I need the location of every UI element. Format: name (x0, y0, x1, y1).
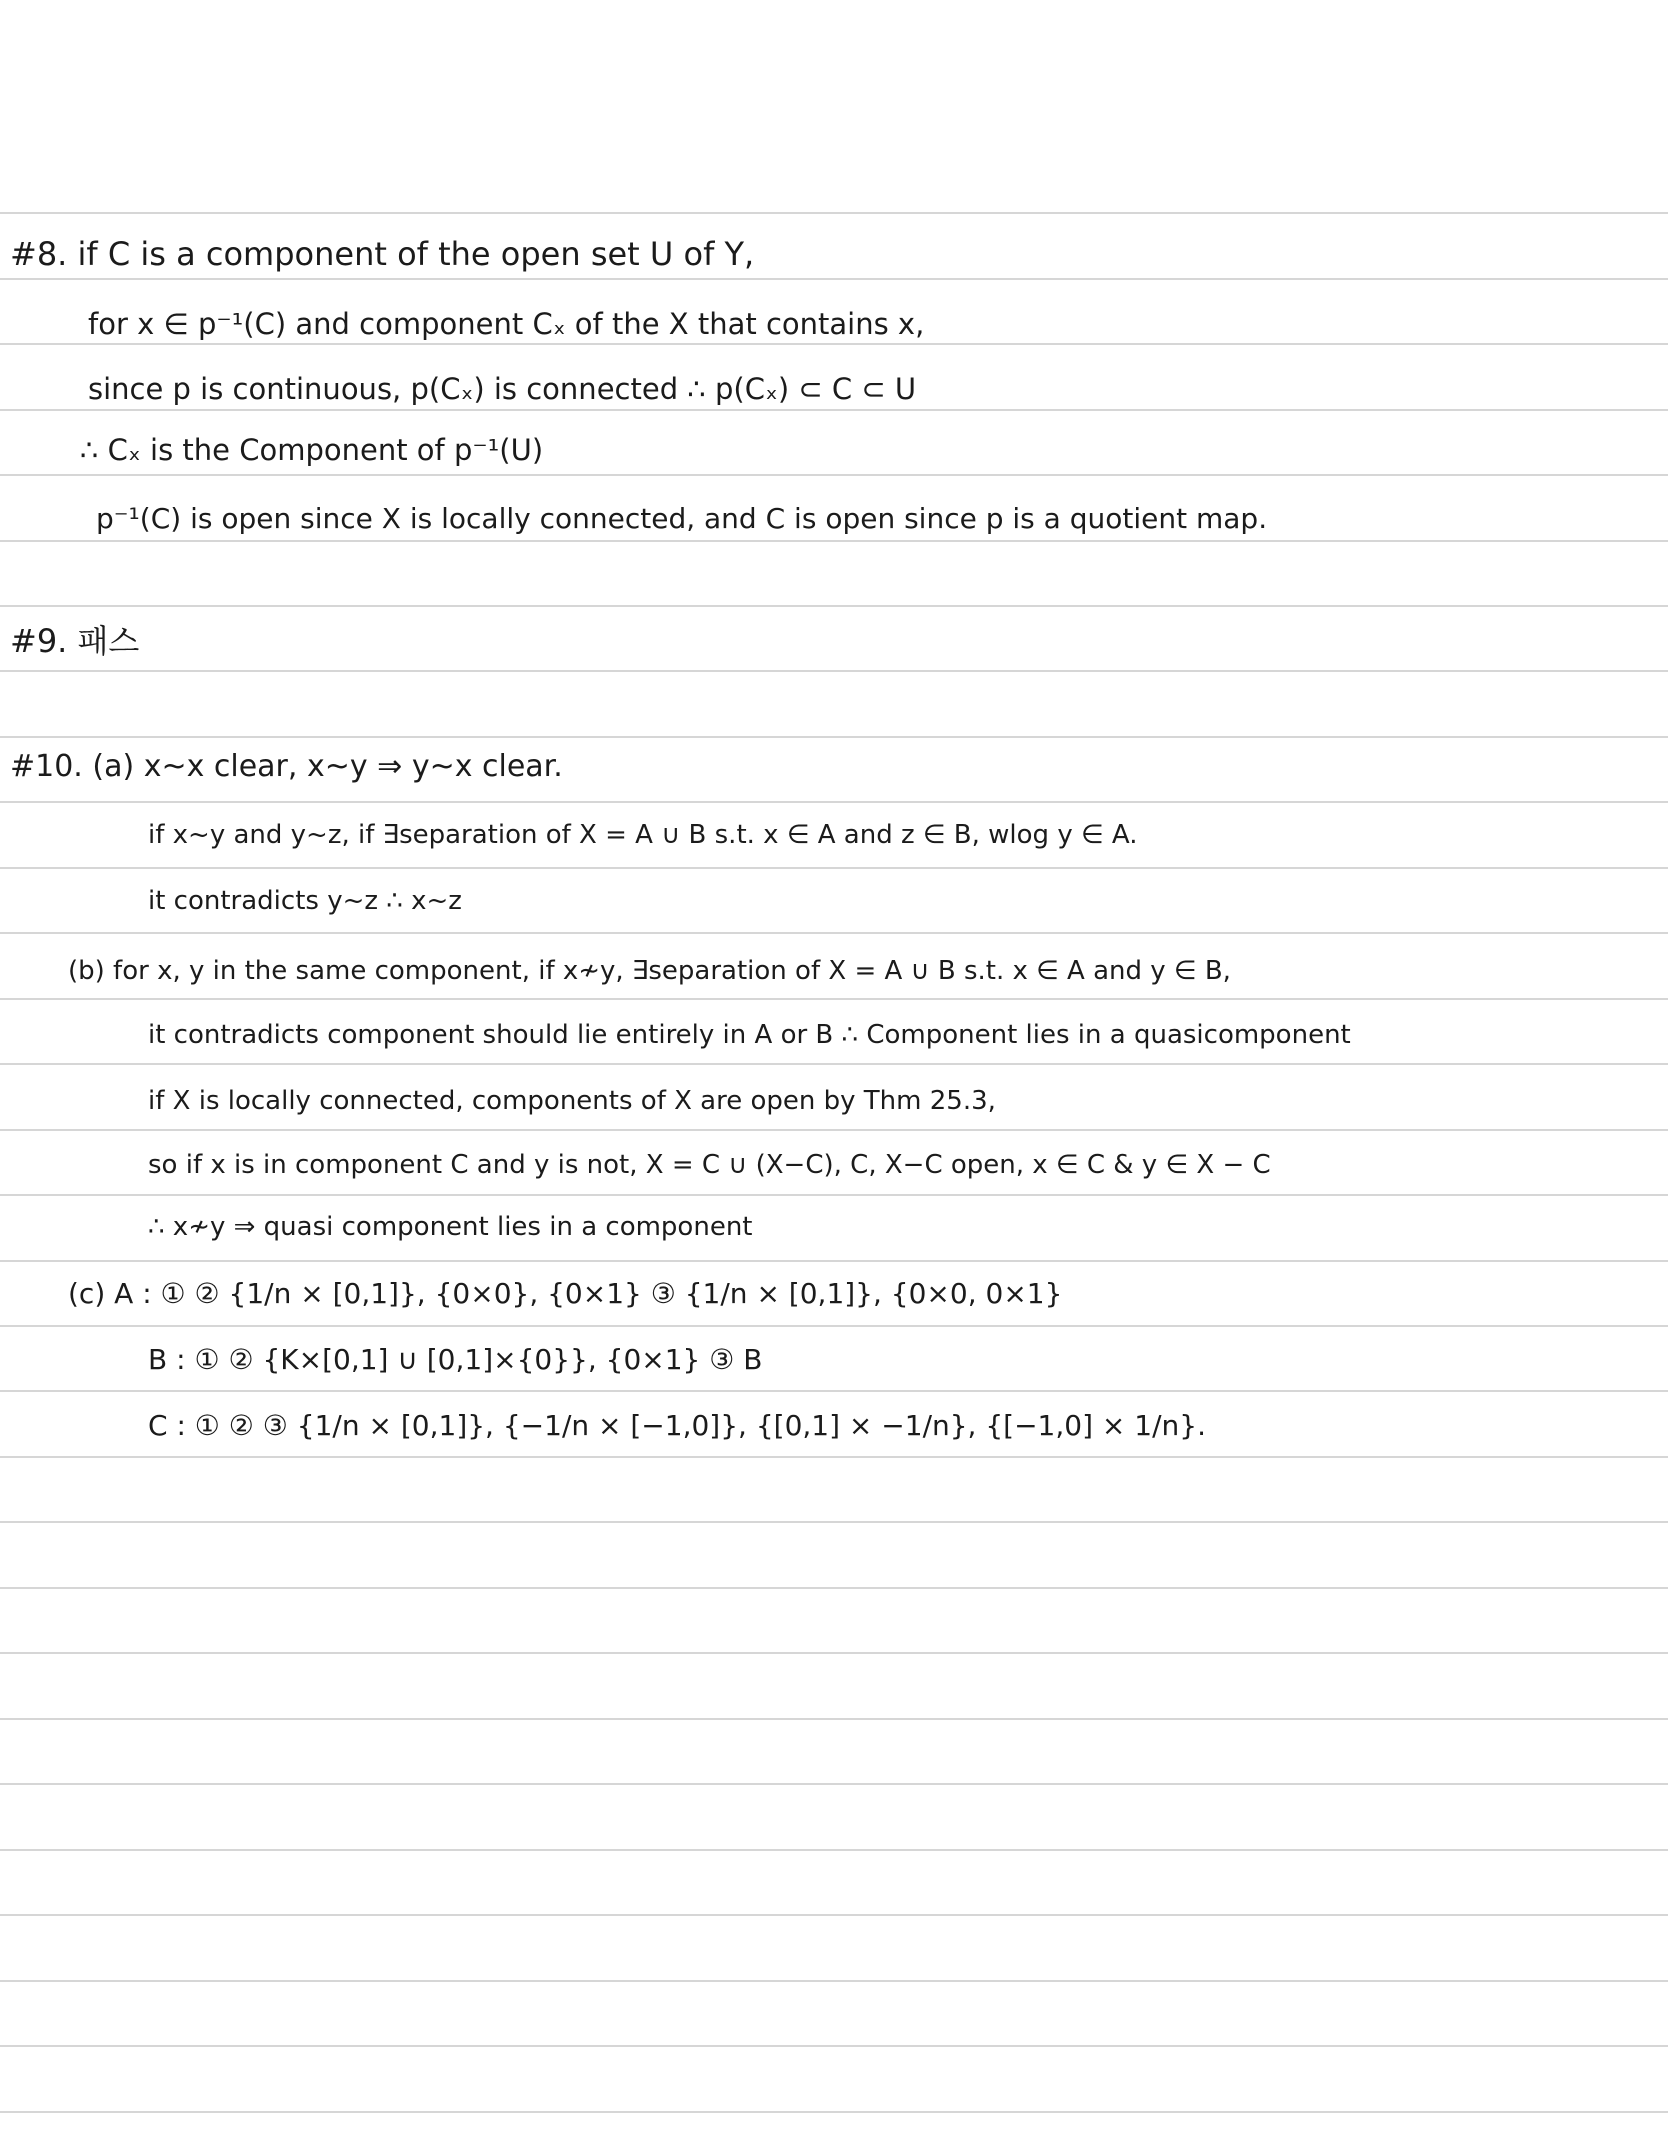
ruled-line (0, 867, 1668, 869)
problem-10-c-line-1: (c) A : ① ② {1/n × [0,1]}, {0×0}, {0×1} ③ {1/n × [0,1]}, {0×0, 0×1} (68, 1277, 1063, 1310)
ruled-line (0, 932, 1668, 934)
ruled-line (0, 1325, 1668, 1327)
ruled-line (0, 1587, 1668, 1589)
ruled-line (0, 998, 1668, 1000)
problem-10-b-line-5: ∴ x≁y ⇒ quasi component lies in a component (148, 1212, 753, 1242)
ruled-line (0, 1063, 1668, 1065)
problem-10-a-line-1: #10. (a) x~x clear, x~y ⇒ y~x clear. (10, 749, 563, 784)
ruled-line (0, 605, 1668, 607)
ruled-line (0, 1260, 1668, 1262)
problem-10-a-line-2: if x~y and y~z, if ∃separation of X = A ∪ B s.t. x ∈ A and z ∈ B, wlog y ∈ A. (148, 820, 1138, 850)
ruled-line (0, 1390, 1668, 1392)
ruled-line (0, 409, 1668, 411)
ruled-line (0, 2111, 1668, 2113)
ruled-line (0, 801, 1668, 803)
ruled-line (0, 212, 1668, 214)
problem-8-line-5: p⁻¹(C) is open since X is locally connected, and C is open since p is a quotient map. (96, 502, 1268, 535)
ruled-line (0, 540, 1668, 542)
problem-8-line-4: ∴ Cₓ is the Component of p⁻¹(U) (80, 433, 544, 467)
ruled-line (0, 1652, 1668, 1654)
problem-10-b-line-2: it contradicts component should lie entirely in A or B ∴ Component lies in a quasicomponent (148, 1020, 1351, 1050)
ruled-line (0, 1194, 1668, 1196)
problem-10-c-line-2: B : ① ② {K×[0,1] ∪ [0,1]×{0}}, {0×1} ③ B (148, 1343, 763, 1376)
problem-10-c-line-3: C : ① ② ③ {1/n × [0,1]}, {−1/n × [−1,0]}, {[0,1] × −1/n}, {[−1,0] × 1/n}. (148, 1409, 1206, 1442)
ruled-line (0, 278, 1668, 280)
problem-8-line-3: since p is continuous, p(Cₓ) is connected ∴ p(Cₓ) ⊂ C ⊂ U (88, 372, 917, 406)
problem-9-line-1: #9. 패스 (10, 622, 140, 660)
ruled-line (0, 736, 1668, 738)
ruled-line (0, 2045, 1668, 2047)
ruled-line (0, 343, 1668, 345)
ruled-line (0, 1783, 1668, 1785)
ruled-line (0, 1456, 1668, 1458)
problem-10-b-line-4: so if x is in component C and y is not, X = C ∪ (X−C), C, X−C open, x ∈ C & y ∈ X − C (148, 1150, 1271, 1180)
problem-10-b-line-1: (b) for x, y in the same component, if x≁y, ∃separation of X = A ∪ B s.t. x ∈ A and y ∈ B, (68, 956, 1231, 986)
ruled-line (0, 670, 1668, 672)
problem-10-b-line-3: if X is locally connected, components of X are open by Thm 25.3, (148, 1086, 996, 1116)
problem-8-line-1: #8. if C is a component of the open set U of Y, (10, 235, 755, 273)
ruled-line (0, 1521, 1668, 1523)
ruled-line (0, 474, 1668, 476)
ruled-line (0, 1718, 1668, 1720)
problem-8-line-2: for x ∈ p⁻¹(C) and component Cₓ of the X that contains x, (88, 307, 925, 341)
ruled-line (0, 1849, 1668, 1851)
ruled-line (0, 1914, 1668, 1916)
problem-10-a-line-3: it contradicts y~z ∴ x~z (148, 886, 462, 916)
ruled-line (0, 1980, 1668, 1982)
ruled-line (0, 1129, 1668, 1131)
